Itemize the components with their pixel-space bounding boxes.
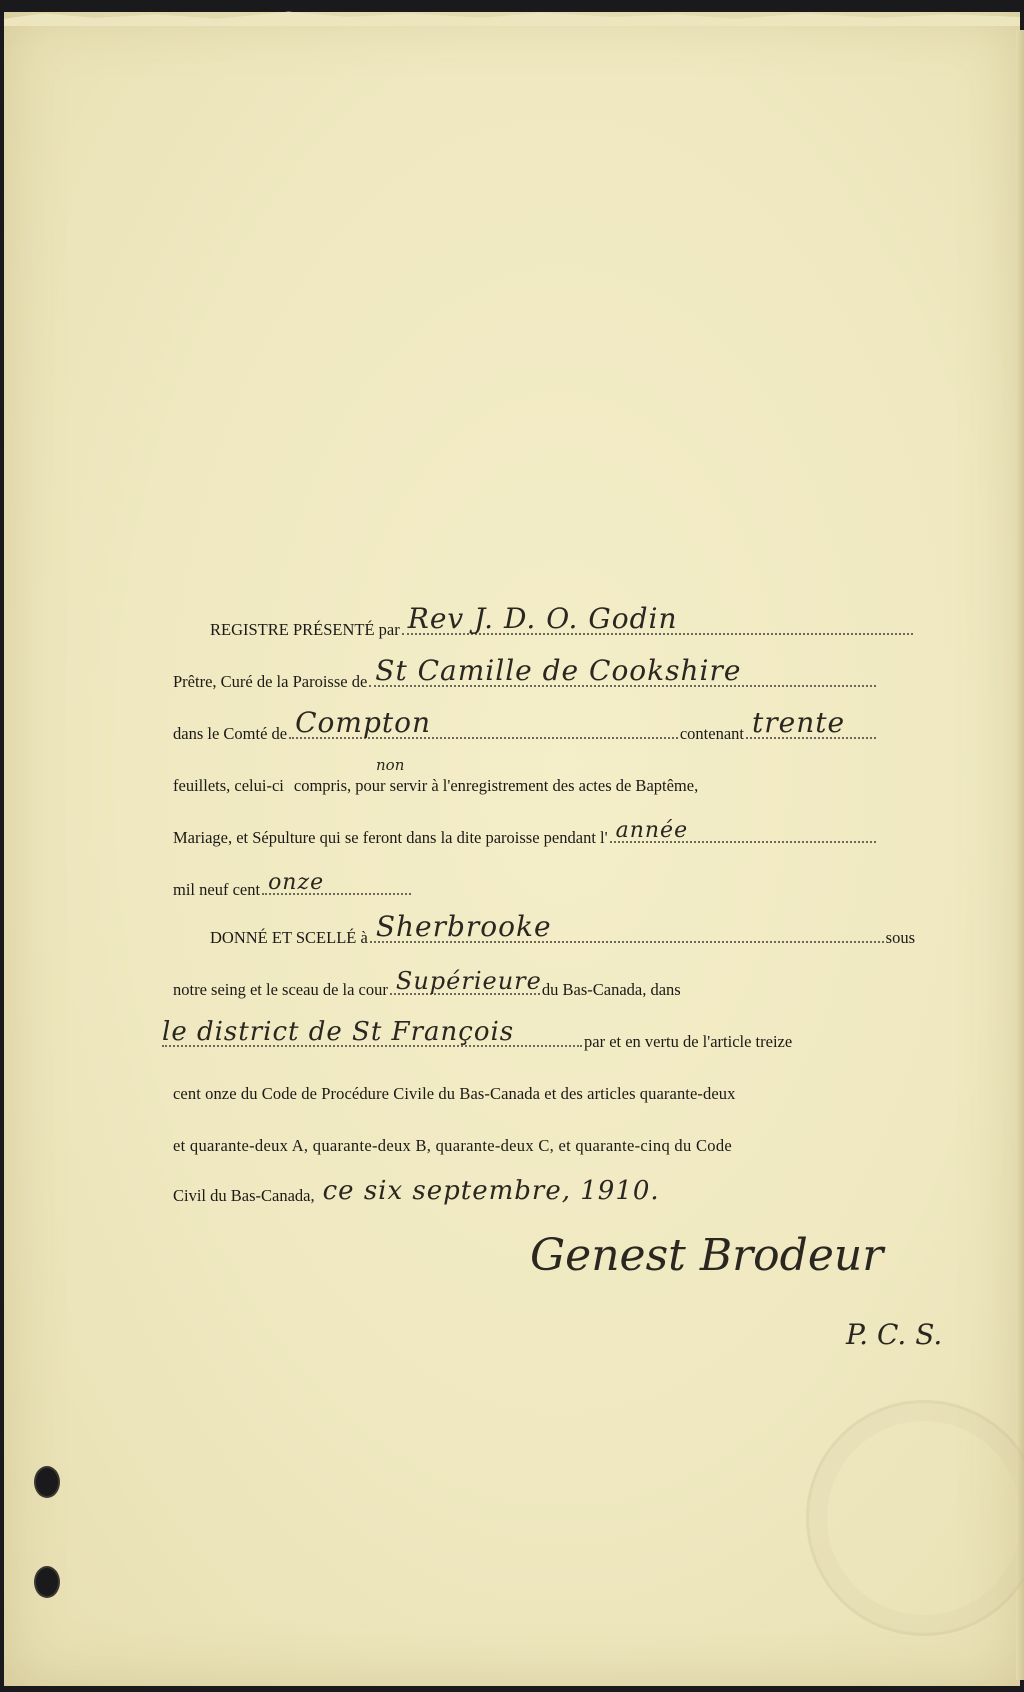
handwritten-period: année <box>615 818 689 843</box>
label-year: mil neuf cent <box>173 880 261 899</box>
label-civil-code: Civil du Bas-Canada, <box>173 1186 315 1205</box>
form-line-articles <box>173 1122 878 1156</box>
form-line-code <box>173 1070 878 1104</box>
label-court: notre seing et le sceau de la cour <box>173 980 388 999</box>
form-line-year <box>173 866 413 900</box>
binding-hole-icon <box>34 1466 60 1498</box>
form-line-presented-by <box>173 602 915 640</box>
form-line-leaves <box>173 756 878 796</box>
label-under: sous <box>885 928 915 947</box>
binding-hole-icon <box>34 1566 60 1598</box>
label-article: par et en vertu de l'article treize <box>584 1032 793 1051</box>
handwritten-leaf-count: trente <box>752 706 846 739</box>
label-leaves: feuillets, celui-ci <box>173 776 284 795</box>
handwritten-presenter: Rev J. D. O. Godin <box>407 602 678 635</box>
handwritten-date: ce six septembre, 1910. <box>322 1176 660 1206</box>
handwritten-correction: non <box>376 756 405 774</box>
label-county: dans le Comté de <box>173 724 288 743</box>
form-line-parish <box>173 654 878 692</box>
handwritten-place: Sherbrooke <box>375 910 552 943</box>
form-line-date <box>173 1172 878 1206</box>
label-given-sealed: DONNÉ ET SCELLÉ à <box>210 928 368 947</box>
label-lower-canada: du Bas-Canada, dans <box>541 980 681 999</box>
handwritten-parish: St Camille de Cookshire <box>375 654 742 687</box>
label-parish: Prêtre, Curé de la Paroisse de <box>173 672 368 691</box>
form-line-court <box>173 966 878 1000</box>
signature-title: P. C. S. <box>846 1318 943 1351</box>
text-code-procedure: cent onze du Code de Procédure Civile du Bas-Canada et des articles quarante-deux <box>173 1084 736 1103</box>
page-side-edge <box>1016 30 1024 1680</box>
handwritten-county: Compton <box>295 706 432 739</box>
handwritten-court: Supérieure <box>395 967 542 995</box>
form-line-county <box>173 706 878 744</box>
handwritten-year: onze <box>268 870 325 895</box>
text-articles: et quarante-deux A, quarante-deux B, quarante-deux C, et quarante-cinq du Code <box>173 1136 732 1155</box>
label-leaves-continued: compris, pour servir à l'enregistrement des actes de Baptême, <box>293 776 699 795</box>
form-line-given-at <box>173 910 915 948</box>
label-purpose: Mariage, et Sépulture qui se feront dans la dite paroisse pendant l' <box>173 828 608 847</box>
label-containing: contenant <box>679 724 744 743</box>
form-line-purpose <box>173 814 878 848</box>
handwritten-district: le district de St François <box>162 1017 515 1047</box>
form-line-district <box>160 1018 878 1052</box>
label-presented-by: REGISTRE PRÉSENTÉ par <box>210 620 400 639</box>
signature-name: Genest Brodeur <box>530 1230 884 1281</box>
